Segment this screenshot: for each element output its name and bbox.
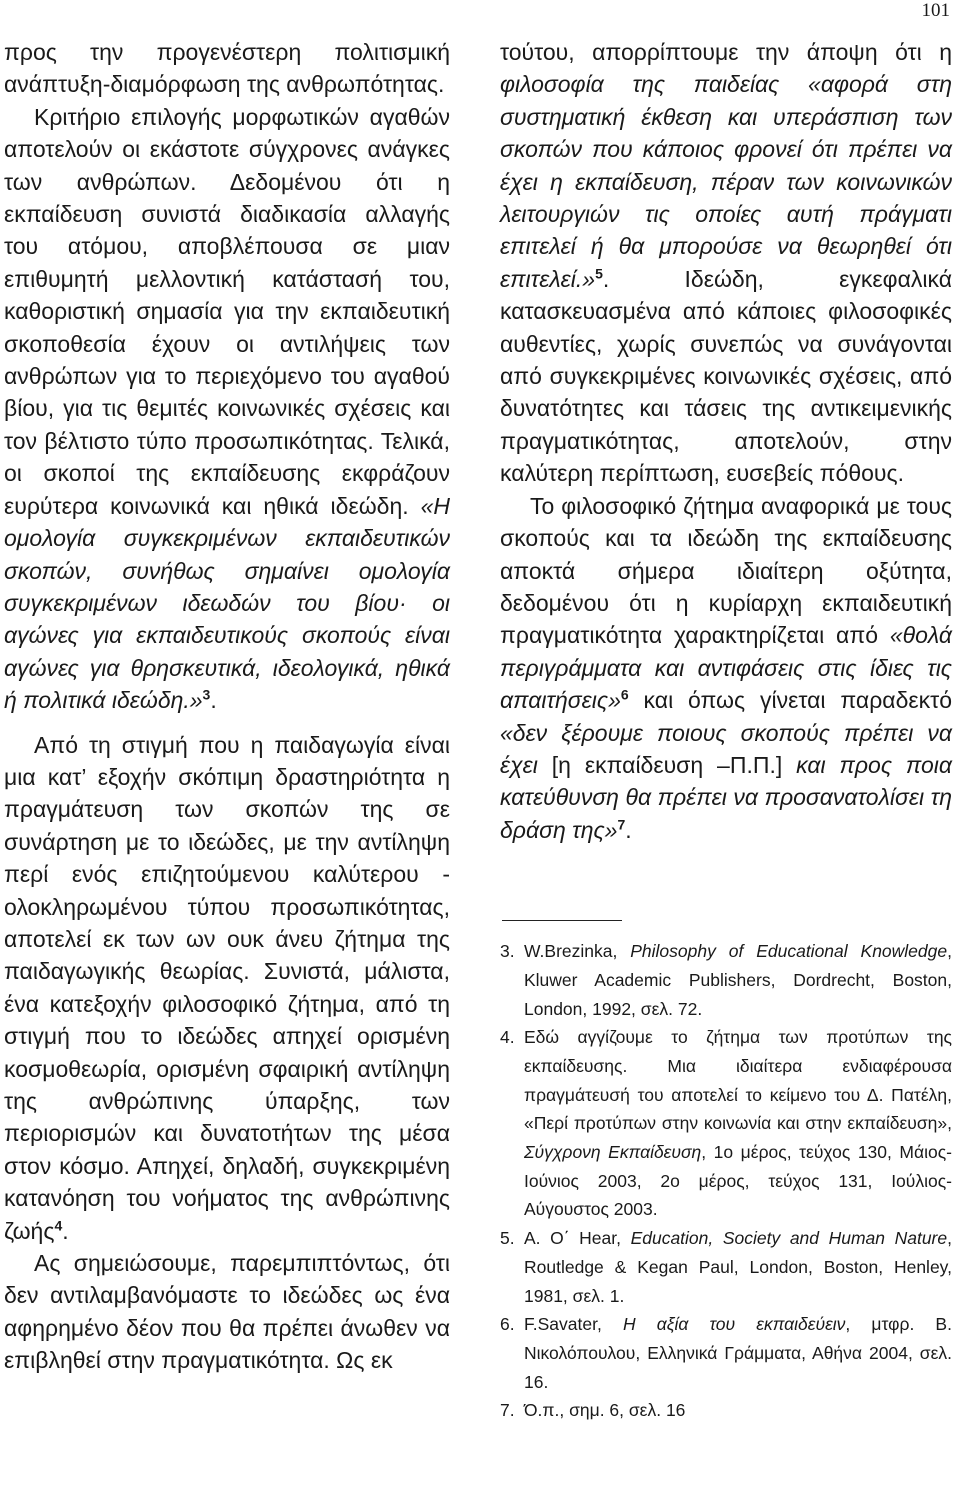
right-paragraph-2-mid: και όπως γίνεται παραδεκτό xyxy=(643,687,953,714)
footnote-details: , 1ο μέρος, τεύχος 130, Μάιος-Ιούνιος 2003, 2ο μέρος, τεύχος 131, Ιούλιος-Αύγουστος 2003. xyxy=(524,1142,952,1220)
left-paragraph-4: Ας σημειώσουμε, παρεμπιπτόντως, ότι δεν αντιλαμβανόμαστε το ιδεώδες ως ένα αφηρημένο δέον που θα πρέπει άνωθεν να επιβληθεί στην πραγματικότητα. Ως εκ xyxy=(4,1250,450,1374)
savater-quote-2b: και προς ποια κατεύθυνση θα πρέπει να προσανατολίσει τη δράση της» xyxy=(500,751,953,843)
footnote-number: 6. xyxy=(500,1314,515,1335)
footnote-author: Ό.π., σημ. 6, σελ. 16 xyxy=(524,1400,686,1421)
ohear-quote: φιλοσοφία της παιδείας «αφορά στη συστηματική έκθεση και υπεράσπιση των σκοπών που κάποιος φρονεί ότι πρέπει να έχει η εκπαίδευση, πέραν των κοινωνικών λειτουργιών τις οποίες αυτή πράγματι επιτελεί ή θα μπορούσε να θεωρηθεί ότι επιτελεί.» xyxy=(500,71,952,292)
footnote-details: , Kluwer Academic Publishers, Dordrecht, Boston, London, 1992, σελ. 72. xyxy=(524,941,952,1019)
footnote-ref-5: 5 xyxy=(595,265,603,282)
right-paragraph-1 xyxy=(500,36,952,490)
footnote-author: A. O΄ Hear, xyxy=(524,1228,621,1249)
footnote-number: 3. xyxy=(500,941,515,962)
editor-bracket: [η εκπαίδευση –Π.Π.] xyxy=(551,751,783,778)
left-paragraph-3-end: . xyxy=(62,1217,69,1244)
left-column xyxy=(4,36,450,1377)
footnote-ref-4: 4 xyxy=(54,1216,63,1233)
left-paragraph-1: προς την προγενέστερη πολιτισμική ανάπτυξη-διαμόρφωση της ανθρωπότητας. xyxy=(4,39,450,98)
footnote-3 xyxy=(500,937,952,1023)
left-paragraph-2-text: Κριτήριο επιλογής μορφωτικών αγαθών αποτελούν οι εκάστοτε σύγχρονες ανάγκες των ανθρώπων. Δεδομένου ότι η εκπαίδευση συνιστά διαδικασία αλλαγής του ατόμου, αποβλέπουσα σε μιαν επιθυμητή μελλοντική κατάστασή του, καθοριστική σημασία για την εκπαιδευτική σκοποθεσία έχουν οι αντιλήψεις των ανθρώπων για το περιεχόμενο του αγαθού βίου, για τις θεμιτές κοινωνικές σχέσεις και τον βέλτιστο τύπο προσωπικότητας. Τελικά, οι σκοποί της εκπαίδευσης εκφράζουν ευρύτερα κοινωνικά και ηθικά ιδεώδη. xyxy=(4,103,450,519)
footnote-author: Εδώ αγγίζουμε το ζήτημα των προτύπων της εκπαίδευσης. Μια ιδιαίτερα ενδιαφέρουσα πραγμάτευσή του αποτελεί το κείμενο του Δ. Πατέλη, «Περί προτύπων στην κοινωνία και στην εκπαίδευση», xyxy=(524,1027,952,1134)
footnote-ref-6: 6 xyxy=(620,686,629,703)
footnote-details: , Routledge & Kegan Paul, London, Boston, Henley, 1981, σελ. 1. xyxy=(524,1228,952,1306)
footnote-title: Education, Society and Human Nature xyxy=(630,1228,948,1249)
footnote-title: Η αξία του εκπαιδεύειν xyxy=(622,1314,846,1335)
footnote-4 xyxy=(500,1023,952,1224)
left-paragraph-2 xyxy=(4,101,450,717)
footnote-author: W.Brezinka, xyxy=(524,941,618,962)
footnote-number: 4. xyxy=(500,1027,515,1048)
footnote-7 xyxy=(500,1396,952,1425)
footnote-number: 7. xyxy=(500,1400,515,1421)
right-paragraph-2 xyxy=(500,490,952,846)
right-paragraph-1-rest: Ιδεώδη, εγκεφαλικά κατασκευασμένα από κάποιες φιλοσοφικές αυθεντίες, χωρίς συνεπώς να συνάγονται από συγκεκριμένες κοινωνικές σχέσεις, από δυνατότητες και τάσεις της αντικειμενικής πραγματικότητας, αποτελούν, στην καλύτερη περίπτωση, ευσεβείς πόθους. xyxy=(500,265,953,487)
left-paragraph-3-text: Από τη στιγμή που η παιδαγωγία είναι μια κατ’ εξοχήν σκόπιμη δραστηριότητα η πραγμάτευση των σκοπών της σε συνάρτηση με το ιδεώδες, με την αντίληψη περί ενός επιζητούμενου καλύτερου - ολοκληρωμένου τύπου προσωπικότητας, αποτελεί εκ των ων ουκ άνευ ζήτημα της παιδαγωγικής θεωρίας. Συνιστά, μάλιστα, ένα κατεξοχήν φιλοσοφικό ζήτημα, από τη στιγμή που το ιδεώδες απηχεί ορισμένη κοσμοθεωρία, ορισμένη σφαιρική αντίληψη της ανθρώπινης ύπαρξης, των περιορισμών και δυνατοτήτων της μέσα στον κόσμο. Απηχεί, δηλαδή, συγκεκριμένη κατανόηση του νοήματος της ανθρώπινης ζωής xyxy=(4,731,450,1244)
footnotes xyxy=(500,937,952,1425)
savater-quote-1: «θολά περιγράμματα και αντιφάσεις στις ίδιες τις απαιτήσεις» xyxy=(500,622,952,714)
right-paragraph-1-end: . xyxy=(602,265,610,292)
right-paragraph-1-start: τούτου, απορρίπτουμε την άποψη ότι η xyxy=(500,39,952,65)
footnote-details: , μτφρ. Β. Νικολόπουλου, Ελληνικά Γράμματα, Αθήνα 2004, σελ. 16. xyxy=(524,1314,952,1392)
footnote-5 xyxy=(500,1224,952,1310)
footnote-title: Σύγχρονη Εκπαίδευση xyxy=(524,1142,702,1163)
page-number: 101 xyxy=(921,0,950,21)
brezinka-quote: «Η ομολογία συγκεκριμένων εκπαιδευτικών σκοπών, συνήθως σημαίνει ομολογία συγκεκριμένων ιδεωδών του βίου· οι αγώνες για εκπαιδευτικούς σκοπούς είναι αγώνες για θρησκευτικά, ιδεολογικά, ηθικά ή πολιτικά ιδεώδη.» xyxy=(4,492,451,714)
footnote-ref-7: 7 xyxy=(617,816,626,833)
footnote-author: F.Savater, xyxy=(524,1314,602,1335)
left-paragraph-3 xyxy=(4,729,450,1248)
right-paragraph-2-text: Το φιλοσοφικό ζήτημα αναφορικά με τους σκοπούς και τα ιδεώδη της εκπαίδευσης αποκτά σήμερα ιδιαίτερη οξύτητα, δεδομένου ότι η κυρίαρχη εκπαιδευτική πραγματικότητα χαρακτηρίζεται από xyxy=(500,492,952,649)
left-paragraph-2-end: . xyxy=(210,687,217,714)
footnote-6 xyxy=(500,1310,952,1396)
savater-quote-2a: «δεν ξέρουμε ποιους σκοπούς πρέπει να έχει xyxy=(500,719,952,778)
footnote-divider xyxy=(502,920,622,921)
footnote-ref-3: 3 xyxy=(202,686,211,703)
right-paragraph-2-end: . xyxy=(625,816,632,843)
right-column xyxy=(500,36,952,1425)
footnote-title: Philosophy of Educational Knowledge xyxy=(630,941,948,962)
footnote-number: 5. xyxy=(500,1228,515,1249)
